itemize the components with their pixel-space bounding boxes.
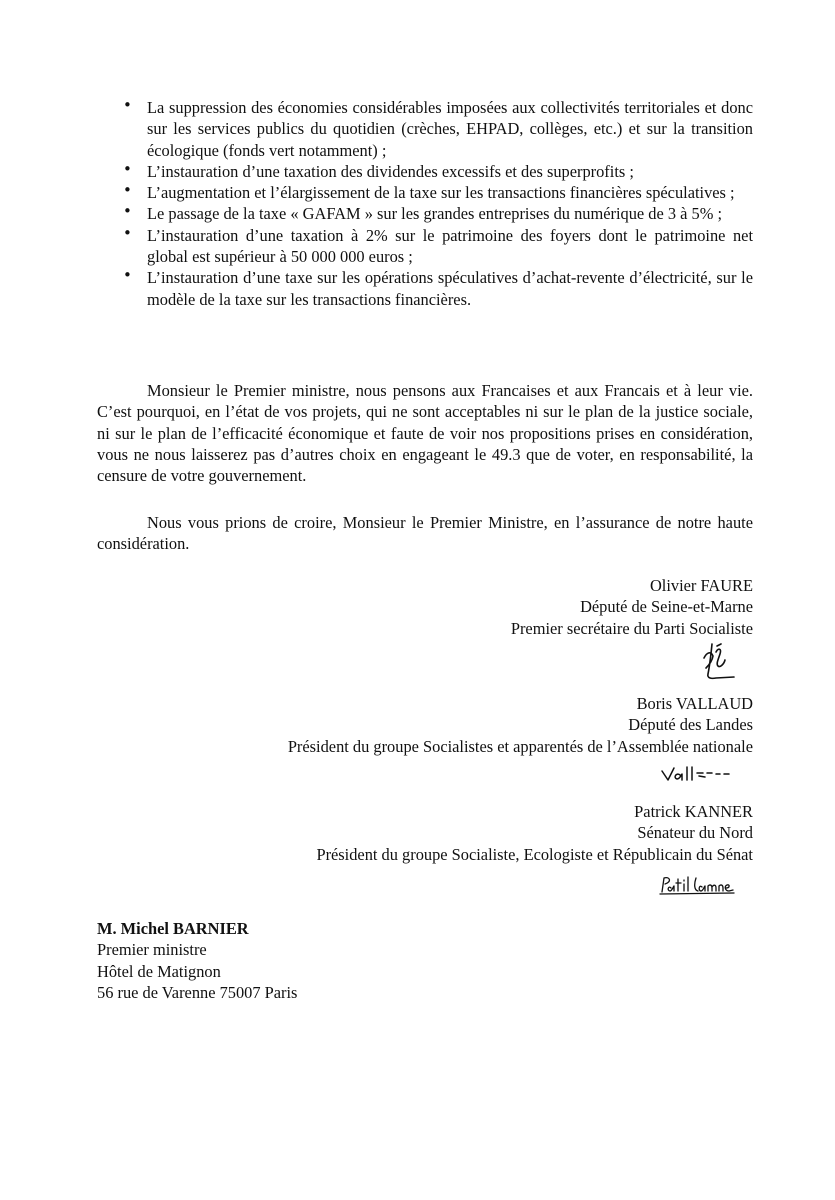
addressee-name: M. Michel BARNIER [97, 919, 249, 938]
list-item [123, 223, 753, 268]
addressee-building: Hôtel de Matignon [97, 961, 221, 981]
addressee-address: 56 rue de Varenne 75007 Paris [97, 982, 298, 1002]
signatory-name: Boris VALLAUD [636, 694, 753, 713]
list-item [123, 202, 753, 224]
list-item [123, 181, 753, 203]
signatory-block [288, 693, 753, 757]
list-item-text: L’augmentation et l’élargissement de la taxe sur les transactions financières spéculatives ; [147, 183, 735, 203]
signatory-role: Premier secrétaire du Parti Socialiste [510, 618, 753, 638]
list-item-text: L’instauration d’une taxation à 2% sur le patrimoine des foyers dont le patrimoine net global est supérieur à 50 000 000 euros ; [147, 225, 753, 267]
signatory-role: Président du groupe Socialiste, Ecologiste et Républicain du Sénat [316, 844, 753, 864]
closing-argument-paragraph: Monsieur le Premier ministre, nous pensons aux Francaises et aux Francais et à leur vie. C’est pourquoi, en l’état de vos projets, qui ne sont acceptables ni sur le plan de la justice sociale, ni sur le plan de l’efficacité économique et faute de voir nos propositions prises en considération, vous ne nous laisserez pas d’autres choix en engageant le 49.3 que de voter, en responsabilité, la censure de votre gouvernement. [97, 381, 753, 486]
demands-list [123, 96, 753, 310]
bullet-icon: • [123, 223, 132, 242]
bullet-icon: • [123, 202, 132, 221]
handwritten-signature [698, 638, 738, 684]
list-item [123, 266, 753, 310]
signatory-role: Président du groupe Socialistes et apparentés de l’Assemblée nationale [287, 736, 753, 756]
bullet-icon: • [123, 266, 132, 285]
addressee-block [97, 918, 297, 1003]
signatory-block [316, 801, 753, 865]
courtesy-closing-paragraph: Nous vous prions de croire, Monsieur le Premier Ministre, en l’assurance de notre haute considération. [97, 513, 753, 554]
signatory-name: Patrick KANNER [634, 802, 753, 821]
signatory-role: Député des Landes [628, 715, 753, 735]
addressee-title: Premier ministre [97, 940, 207, 960]
handwritten-signature [656, 872, 736, 898]
list-item [123, 96, 753, 161]
list-item-text: Le passage de la taxe « GAFAM » sur les grandes entreprises du numérique de 3 à 5% ; [147, 204, 723, 224]
bullet-icon: • [123, 181, 132, 200]
bullet-icon: • [123, 159, 132, 178]
signatory-name: Olivier FAURE [649, 576, 753, 595]
signatory-block [511, 575, 753, 639]
list-item-text: L’instauration d’une taxe sur les opérations spéculatives d’achat-revente d’électricité, sur le modèle de la taxe sur les transactions financières. [147, 268, 753, 309]
bullet-icon: • [123, 96, 132, 114]
list-item-text: L’instauration d’une taxation des dividendes excessifs et des superprofits ; [147, 161, 634, 181]
list-item [123, 159, 753, 182]
list-item-text: La suppression des économies considérables imposées aux collectivités territoriales et donc sur les services publics du quotidien (crèches, EHPAD, collèges, etc.) et sur la transition écologique (fonds vert notamment) ; [147, 98, 753, 160]
handwritten-signature [659, 762, 733, 786]
signatory-role: Député de Seine-et-Marne [580, 597, 753, 617]
signatory-role: Sénateur du Nord [637, 823, 753, 843]
